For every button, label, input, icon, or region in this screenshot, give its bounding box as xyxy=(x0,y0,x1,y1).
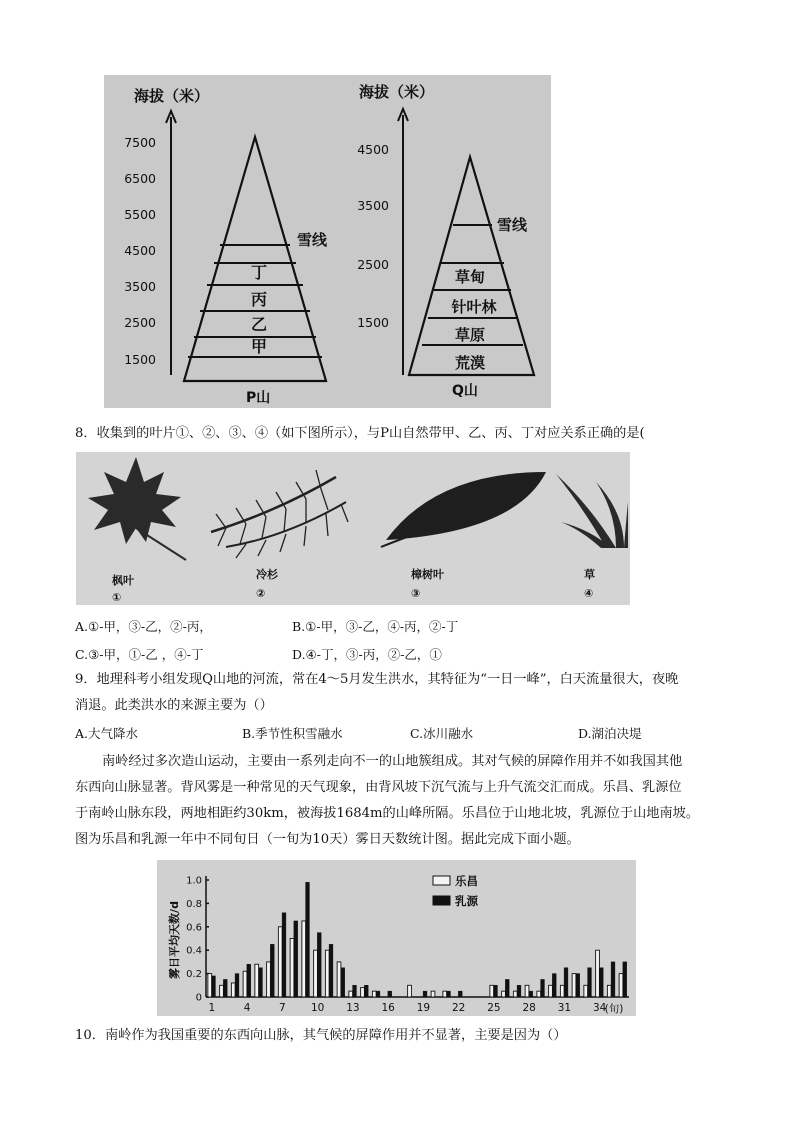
bar-ruyuan xyxy=(317,933,321,997)
leaf-num-4: ④ xyxy=(584,587,594,600)
bar-lechang xyxy=(607,985,611,997)
bar-lechang xyxy=(537,991,541,997)
bar-ruyuan xyxy=(494,985,498,997)
q8-stem: 8．收集到的叶片①、②、③、④（如下图所示），与P山自然带甲、乙、丙、丁对应关系正确的是( xyxy=(75,426,645,441)
chart-x-tick-label: 28 xyxy=(522,1002,536,1014)
bar-ruyuan xyxy=(576,974,580,997)
q-zone-steppe: 草原 xyxy=(454,326,486,344)
q9-stem-line1: 9．地理科考小组发现Q山地的河流，常在4～5月发生洪水，其特征为“一日一峰”，白天流量很大，夜晚 xyxy=(75,672,679,687)
leaf-num-3: ③ xyxy=(411,587,421,600)
leaf-figure xyxy=(76,452,630,605)
q-tick: 3500 xyxy=(357,198,389,213)
p-ylabel: 海拔（米） xyxy=(134,87,210,105)
q8-option-a[interactable]: A.①-甲，③-乙，②-丙， xyxy=(75,619,212,634)
bar-lechang xyxy=(302,921,306,997)
chart-x-tick-label: 13 xyxy=(346,1002,360,1014)
q-tick: 4500 xyxy=(357,142,389,157)
mountain-diagram xyxy=(104,75,551,408)
bar-lechang xyxy=(325,950,329,997)
chart-y-tick-label: 0.8 xyxy=(186,898,202,910)
passage-line1: 南岭经过多次造山运动，主要由一系列走向不一的山地簇组成。其对气候的屏障作用并不如我国其他 xyxy=(102,754,683,769)
bar-lechang xyxy=(443,991,447,997)
bar-ruyuan xyxy=(235,974,239,997)
chart-y-tick-label: 1.0 xyxy=(186,875,202,887)
bar-ruyuan xyxy=(599,968,603,997)
bar-ruyuan xyxy=(529,991,533,997)
p-tick: 1500 xyxy=(124,352,156,367)
passage-line4: 图为乐昌和乳源一年中不同旬日（一旬为10天）雾日天数统计图。据此完成下面小题。 xyxy=(75,832,580,847)
bar-ruyuan xyxy=(611,962,615,997)
legend-label: 乐昌 xyxy=(455,874,478,888)
chart-x-tick-label: 10 xyxy=(310,1002,325,1014)
bar-lechang xyxy=(572,974,576,997)
bar-lechang xyxy=(255,964,259,997)
bar-lechang xyxy=(231,983,235,997)
p-zone-bing: 丙 xyxy=(250,290,268,309)
bar-lechang xyxy=(290,939,294,998)
chart-x-tick-label: 4 xyxy=(243,1002,251,1014)
bar-ruyuan xyxy=(505,979,509,997)
chart-y-tick-label: 0.4 xyxy=(186,945,202,957)
p-tick: 5500 xyxy=(124,207,156,222)
leaf-name-camphor: 樟树叶 xyxy=(411,568,444,581)
bar-lechang xyxy=(408,985,412,997)
fog-days-chart xyxy=(157,860,636,1016)
bar-lechang xyxy=(337,962,341,997)
bar-lechang xyxy=(220,985,224,997)
p-mountain-name: P山 xyxy=(246,390,271,406)
bar-ruyuan xyxy=(212,976,216,997)
q9-option-d[interactable]: D.湖泊决堤 xyxy=(578,726,642,741)
grass-icon xyxy=(556,474,628,548)
bar-ruyuan xyxy=(541,979,545,997)
q9-stem-line2: 消退。此类洪水的来源主要为（） xyxy=(75,698,273,713)
q-ylabel: 海拔（米） xyxy=(359,83,435,101)
bar-lechang xyxy=(490,985,494,997)
chart-x-tick-label: 19 xyxy=(416,1002,431,1014)
bar-lechang xyxy=(361,988,365,997)
legend-swatch xyxy=(433,876,450,885)
chart-x-tick-label: 7 xyxy=(279,1002,286,1014)
q8-option-c[interactable]: C.③-甲，①-乙 ，④-丁 xyxy=(75,647,204,662)
q-tick: 1500 xyxy=(357,315,389,330)
bar-lechang xyxy=(502,991,506,997)
bar-ruyuan xyxy=(423,991,427,997)
chart-y-tick-label: 0.6 xyxy=(186,922,202,934)
bar-lechang xyxy=(525,985,529,997)
p-zone-yi: 乙 xyxy=(250,315,268,334)
leaf-num-1: ① xyxy=(112,591,122,604)
bar-lechang xyxy=(560,985,564,997)
bar-ruyuan xyxy=(247,964,251,997)
chart-x-tick-label: 34 xyxy=(592,1002,607,1014)
bar-lechang xyxy=(431,991,435,997)
p-zone-ding: 丁 xyxy=(250,263,268,282)
bar-ruyuan xyxy=(588,968,592,997)
bar-ruyuan xyxy=(458,991,462,997)
bar-lechang xyxy=(267,962,271,997)
bar-ruyuan xyxy=(329,944,333,997)
bar-ruyuan xyxy=(364,985,368,997)
q-tick: 2500 xyxy=(357,257,389,272)
p-snowline-label: 雪线 xyxy=(297,231,328,249)
chart-x-tick-label: 25 xyxy=(487,1002,501,1014)
maple-leaf-icon xyxy=(88,457,186,560)
bar-ruyuan xyxy=(517,985,521,997)
legend-swatch xyxy=(433,896,450,905)
bar-ruyuan xyxy=(388,991,392,997)
bar-ruyuan xyxy=(294,921,298,997)
q-mountain-name: Q山 xyxy=(452,383,478,399)
bar-lechang xyxy=(596,950,600,997)
q9-option-a[interactable]: A.大气降水 xyxy=(75,726,139,741)
fir-branch-icon xyxy=(211,470,348,558)
q-snowline-label: 雪线 xyxy=(497,216,528,234)
bar-lechang xyxy=(513,991,517,997)
q9-option-c[interactable]: C.冰川融水 xyxy=(410,726,474,741)
bar-lechang xyxy=(372,991,376,997)
bar-ruyuan xyxy=(259,968,263,997)
bar-ruyuan xyxy=(306,882,310,997)
chart-xlabel: (旬) xyxy=(604,1003,624,1015)
chart-y-tick-label: 0 xyxy=(195,992,202,1004)
chart-x-tick-label: 22 xyxy=(451,1002,466,1014)
p-tick: 2500 xyxy=(124,315,156,330)
p-tick: 3500 xyxy=(124,279,156,294)
camphor-leaf-icon xyxy=(381,472,546,547)
chart-ylabel: 雾日平均天数/d xyxy=(168,901,181,979)
chart-x-tick-label: 31 xyxy=(557,1002,572,1014)
bar-ruyuan xyxy=(552,974,556,997)
bar-ruyuan xyxy=(282,913,286,997)
fog-chart-figure xyxy=(157,860,636,1016)
bar-lechang xyxy=(619,974,623,997)
bar-ruyuan xyxy=(376,991,380,997)
leaf-name-maple: 枫叶 xyxy=(112,574,134,587)
bar-lechang xyxy=(208,974,212,997)
q-zone-meadow: 草甸 xyxy=(454,268,486,286)
p-tick: 7500 xyxy=(124,135,156,150)
leaf-name-fir: 冷杉 xyxy=(256,568,278,581)
p-zone-jia: 甲 xyxy=(250,337,268,356)
bar-ruyuan xyxy=(270,944,274,997)
legend-label: 乳源 xyxy=(455,894,478,908)
bar-lechang xyxy=(278,927,282,997)
bar-lechang xyxy=(314,950,318,997)
bar-lechang xyxy=(243,971,247,997)
bar-ruyuan xyxy=(623,962,627,997)
chart-x-tick-label: 16 xyxy=(381,1002,395,1014)
bar-ruyuan xyxy=(447,991,451,997)
mountain-figure xyxy=(104,75,551,408)
q8-option-b[interactable]: B.①-甲，③-乙，④-丙，②-丁 xyxy=(292,619,459,634)
q8-option-d[interactable]: D.④-丁，③-丙，②-乙，① xyxy=(292,647,442,662)
q9-option-b[interactable]: B.季节性积雪融水 xyxy=(242,726,343,741)
leaf-illustrations xyxy=(76,452,630,605)
bar-ruyuan xyxy=(564,968,568,997)
q-zone-desert: 荒漠 xyxy=(454,354,486,372)
leaf-num-2: ② xyxy=(256,587,266,600)
p-tick: 4500 xyxy=(124,243,156,258)
bar-lechang xyxy=(584,985,588,997)
q10-stem: 10．南岭作为我国重要的东西向山脉，其气候的屏障作用并不显著，主要是因为（） xyxy=(75,1028,567,1043)
p-tick: 6500 xyxy=(124,171,156,186)
bar-ruyuan xyxy=(341,968,345,997)
chart-x-tick-label: 1 xyxy=(208,1002,216,1014)
q-zone-conifer: 针叶林 xyxy=(451,298,497,316)
bar-lechang xyxy=(349,991,353,997)
bar-ruyuan xyxy=(223,979,227,997)
passage-line3: 于南岭山脉东段，两地相距约30km，被海拔1684m的山峰所隔。乐昌位于山地北坡，乳源位于山地南坡。 xyxy=(75,806,700,821)
passage-line2: 东西向山脉显著。背风雾是一种常见的天气现象，由背风坡下沉气流与上升气流交汇而成。乐昌、乳源位 xyxy=(75,780,682,795)
chart-y-tick-label: 0.2 xyxy=(186,969,202,981)
bar-ruyuan xyxy=(353,985,357,997)
bar-lechang xyxy=(549,985,553,997)
leaf-name-grass: 草 xyxy=(584,568,595,581)
